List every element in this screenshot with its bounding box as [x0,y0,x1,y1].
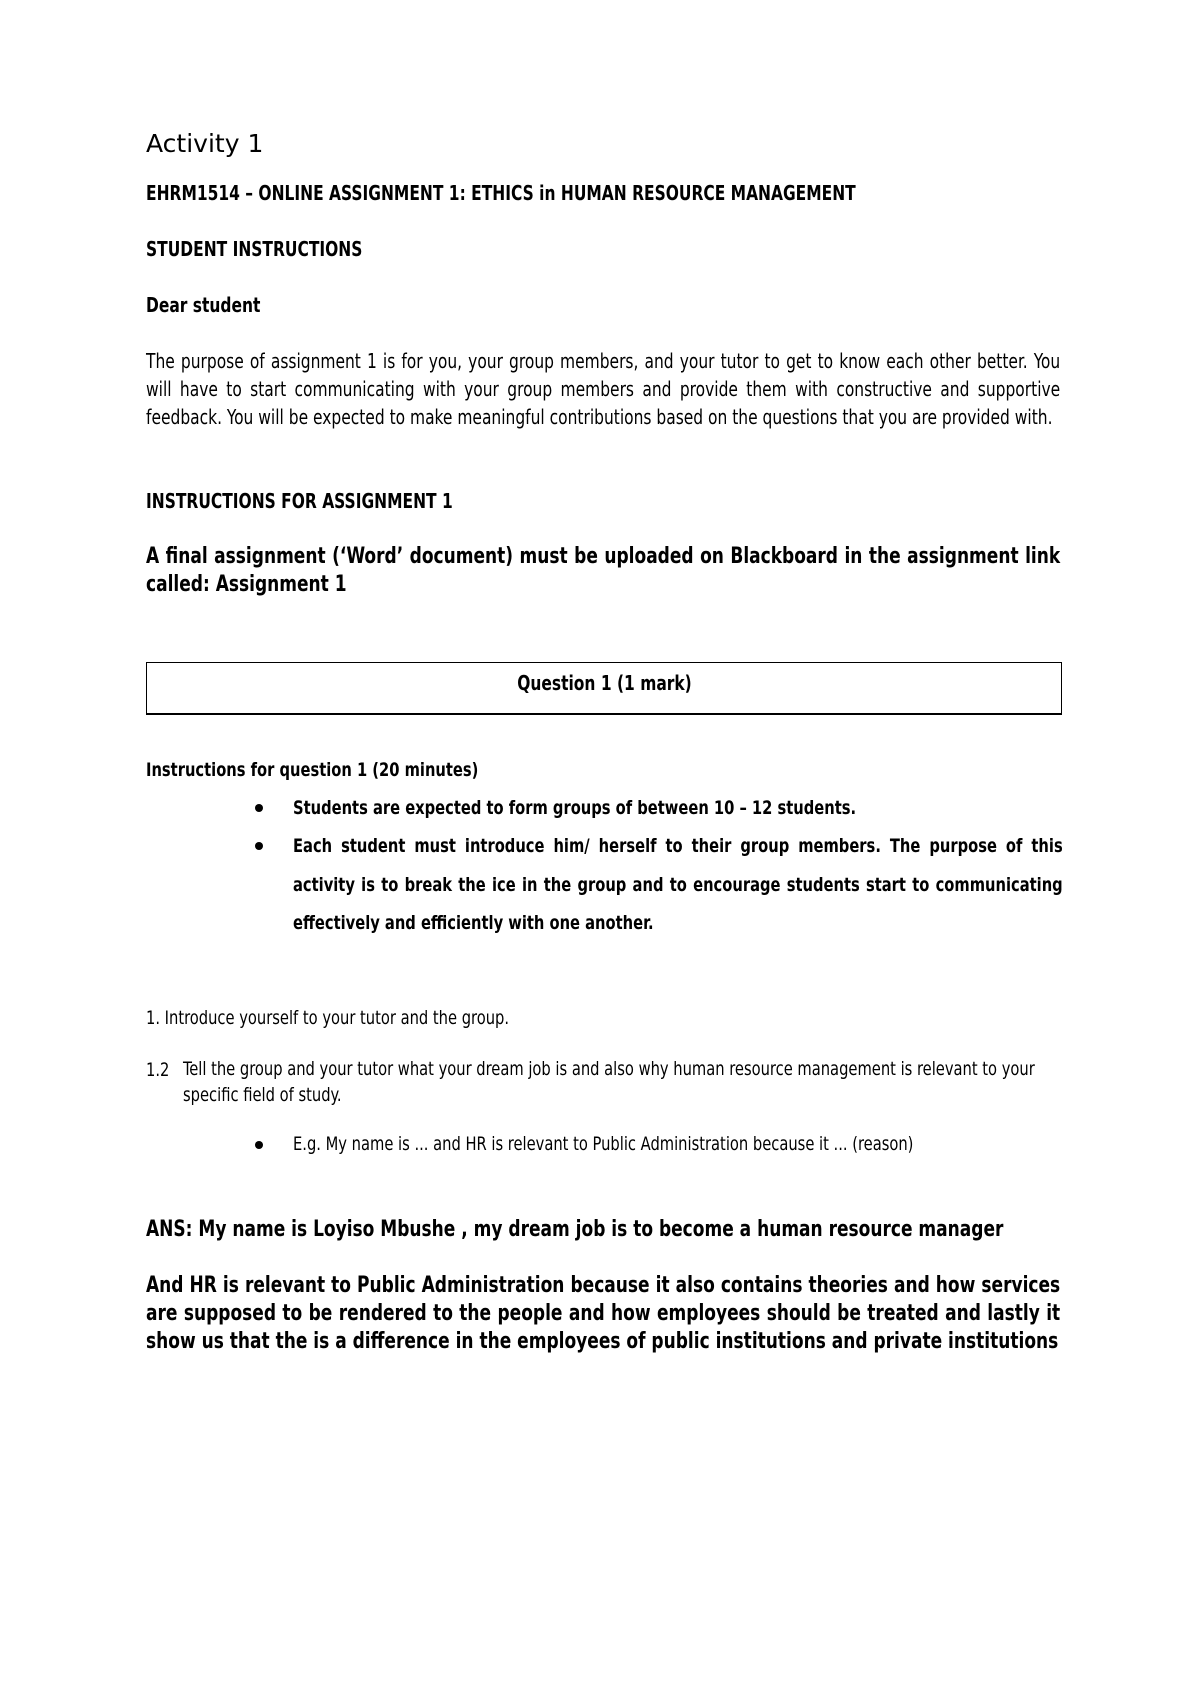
purpose-paragraph [146,347,1060,431]
question-box-label [147,671,1061,695]
item-1-2-number [146,1056,186,1084]
activity-title-text: Activity 1 [146,129,264,158]
salutation [146,291,1060,319]
item-1 [146,1004,1060,1032]
item-1-text: 1. Introduce yourself to your tutor and the group. [146,1007,510,1029]
item-1-2 [183,1056,1063,1108]
answer-line-2 [146,1272,1060,1356]
example-bullet [293,1130,1063,1158]
question-bullet-1-text: Students are expected to form groups of between 10 – 12 students. [293,797,857,819]
student-instructions-heading-text: STUDENT INSTRUCTIONS [146,237,363,261]
bullet-icon [255,842,263,850]
bullet-icon [255,1141,263,1149]
question-instructions-heading-text: Instructions for question 1 (20 minutes) [146,759,479,781]
question-bullet-2-text: Each student must introduce him/ herself to their group members. The purpose of this activity is to break the ice in the group and to encourage students start to communicating effectively and efficiently with one another. [293,835,1063,934]
activity-title [146,130,1060,158]
salutation-text: Dear student [146,293,261,317]
question-box [146,662,1062,715]
upload-instruction [146,543,1060,599]
answer-line-2-text: And HR is relevant to Public Administration because it also contains theories and how services are supposed to be rendered to the people and how employees should be treated and lastly it show us that the is a difference in the employees of public institutions and private institutions [146,1273,1061,1354]
course-heading [146,179,1060,207]
course-heading-text: EHRM1514 – ONLINE ASSIGNMENT 1: ETHICS in HUMAN RESOURCE MANAGEMENT [146,181,856,205]
upload-instruction-text: A final assignment (‘Word’ document) must be uploaded on Blackboard in the assignment link called: Assignment 1 [146,544,1061,597]
answer-line-1-text: ANS: My name is Loyiso Mbushe , my dream job is to become a human resource manager [146,1217,1004,1242]
bullet-icon [255,804,263,812]
question-instructions-heading [146,756,1060,784]
item-1-2-text: Tell the group and your tutor what your dream job is and also why human resource management is relevant to your specific field of study. [183,1058,1035,1106]
example-bullet-text: E.g. My name is ... and HR is relevant to Public Administration because it ... (reason) [293,1133,914,1155]
answer-line-1 [146,1216,1060,1244]
item-1-2-number-text: 1.2 [146,1059,170,1081]
question-box-label-text: Question 1 (1 mark) [516,671,692,695]
assignment-instructions-heading [146,487,1060,515]
student-instructions-heading [146,235,1060,263]
question-bullet-2 [293,827,1063,943]
assignment-instructions-heading-text: INSTRUCTIONS FOR ASSIGNMENT 1 [146,489,453,513]
question-bullet-1 [293,789,1063,828]
purpose-paragraph-text: The purpose of assignment 1 is for you, your group members, and your tutor to get to know each other better. You will have to start communicating with your group members and provide them with constructive and supportive feedback. You will be expected to make meaningful contributions based on the questions that you are provided with. [146,349,1061,429]
